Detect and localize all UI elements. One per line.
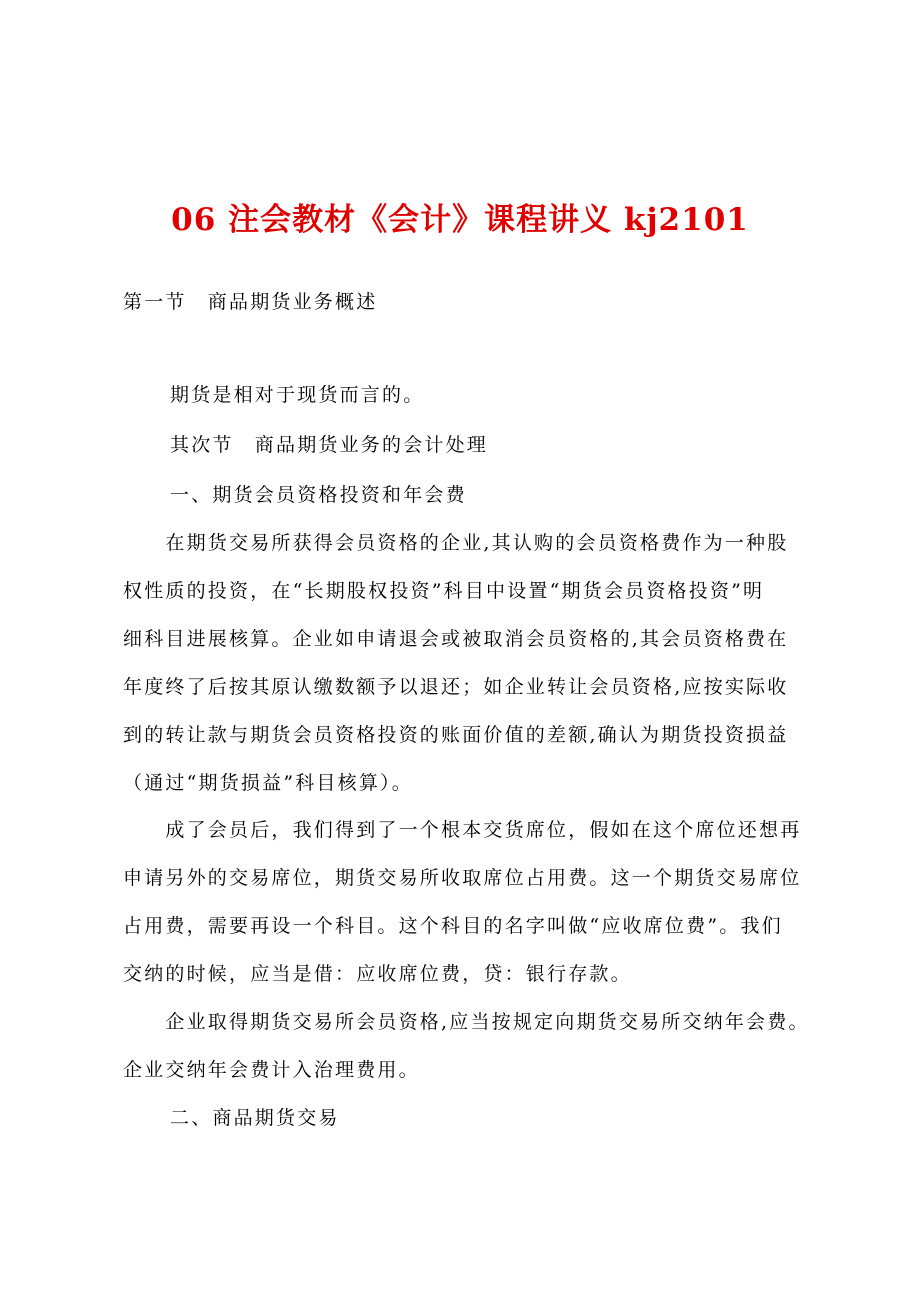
paragraph-line: 交纳的时候，应当是借：应收席位费，贷：银行存款。: [123, 963, 632, 985]
paragraph-line: 细科目进展核算。企业如申请退会或被取消会员资格的,其会员资格费在: [123, 628, 789, 650]
section-heading-1: 第一节 商品期货业务概述: [123, 291, 378, 313]
paragraph-line: 占用费，需要再设一个科目。这个科目的名字叫做“应收席位费”。我们: [123, 915, 783, 937]
paragraph-line: 年度终了后按其原认缴数额予以退还；如企业转让会员资格,应按实际收: [123, 676, 789, 698]
paragraph-line: 在期货交易所获得会员资格的企业,其认购的会员资格费作为一种股: [123, 532, 789, 554]
intro-paragraph: 期货是相对于现货而言的。: [170, 384, 425, 406]
paragraph-line: （通过“期货损益”科目核算）。: [123, 772, 413, 794]
paragraph-line: 到的转让款与期货会员资格投资的账面价值的差额,确认为期货投资损益: [123, 724, 789, 746]
paragraph-line: 成了会员后，我们得到了一个根本交货席位，假如在这个席位还想再: [123, 819, 802, 841]
section-heading-2: 其次节 商品期货业务的会计处理: [170, 434, 489, 456]
subheading-membership: 一、期货会员资格投资和年会费: [170, 484, 467, 506]
paragraph-line: 企业取得期货交易所会员资格,应当按规定向期货交易所交纳年会费。: [123, 1011, 810, 1033]
document-title: 06 注会教材《会计》课程讲义 kj2101: [171, 202, 749, 238]
subheading-commodity-futures: 二、商品期货交易: [170, 1107, 340, 1129]
paragraph-line: 权性质的投资，在“长期股权投资”科目中设置“期货会员资格投资”明: [123, 580, 765, 602]
paragraph-line: 申请另外的交易席位，期货交易所收取席位占用费。这一个期货交易席位: [123, 867, 802, 889]
paragraph-line: 企业交纳年会费计入治理费用。: [123, 1059, 420, 1081]
